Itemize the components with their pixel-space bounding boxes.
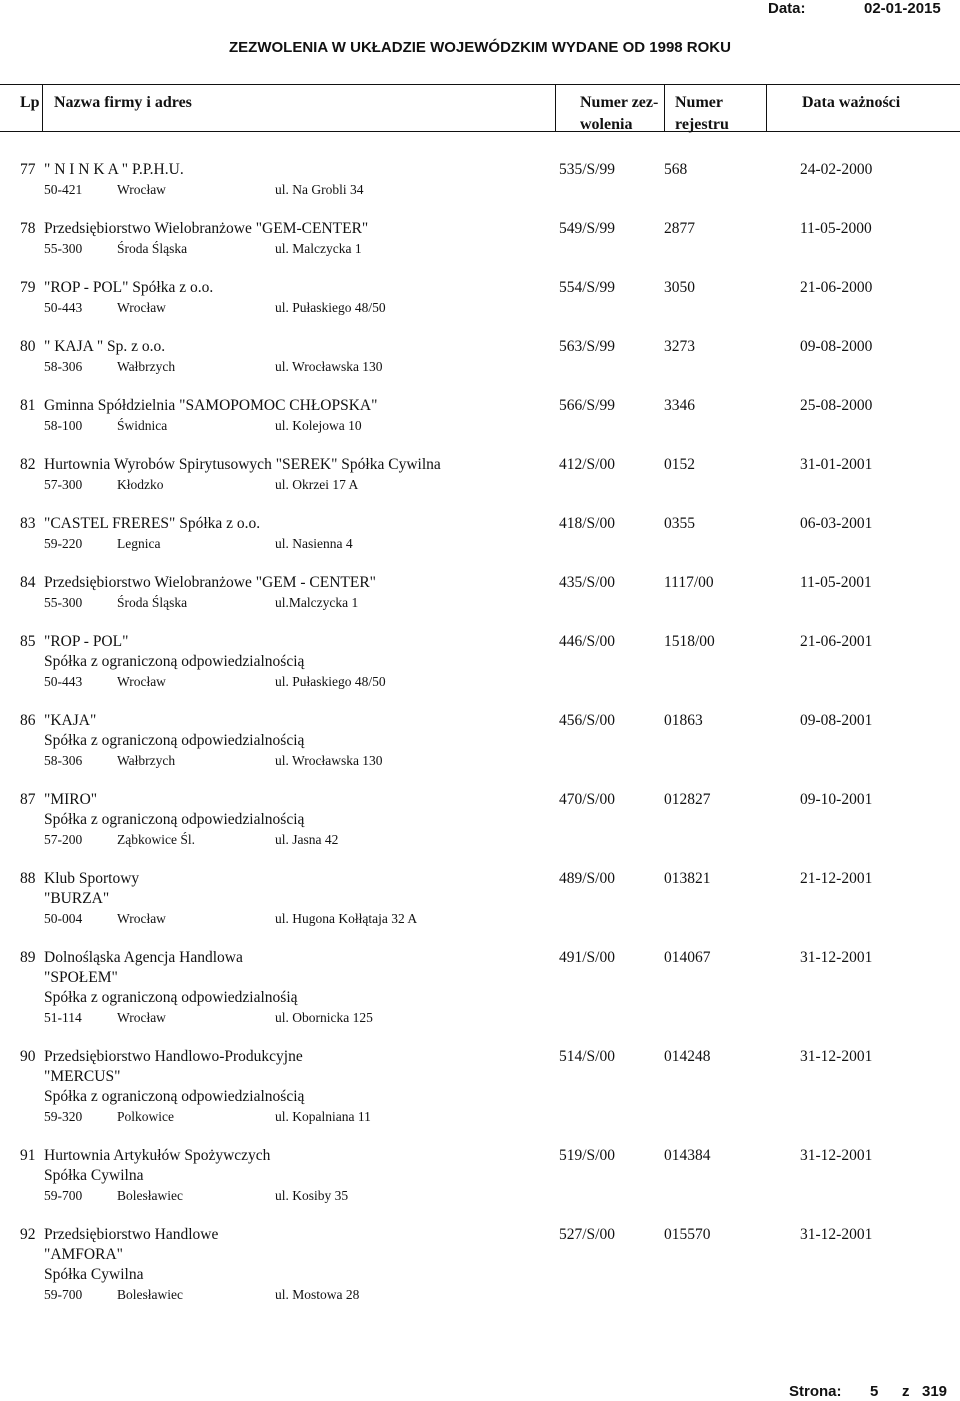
entry-city: Świdnica <box>117 418 168 433</box>
entry-name-row <box>0 278 960 298</box>
entry-register-number: 014067 <box>664 949 711 966</box>
entry-city: Polkowice <box>117 1109 174 1124</box>
entry-address-row <box>0 1008 960 1028</box>
entry-lp: 89 <box>20 949 36 966</box>
entry-name-row <box>0 1087 960 1107</box>
entry-company-name: Hurtownia Artykułów Spożywczych <box>44 1147 271 1164</box>
list-item <box>0 1146 960 1206</box>
header-bottom-rule <box>0 131 960 132</box>
list-item <box>0 278 960 318</box>
entry-permit-number: 554/S/99 <box>559 279 615 296</box>
entry-address-row <box>0 239 960 259</box>
entry-company-name: " N I N K A " P.P.H.U. <box>44 161 184 178</box>
entry-street: ul.Malczycka 1 <box>275 595 359 610</box>
entry-city: Wrocław <box>117 1010 166 1025</box>
entry-zip: 58-100 <box>44 418 83 433</box>
entry-valid-date: 11-05-2001 <box>800 574 872 591</box>
entry-permit-number: 435/S/00 <box>559 574 615 591</box>
entry-valid-date: 25-08-2000 <box>800 397 873 414</box>
entry-permit-number: 491/S/00 <box>559 949 615 966</box>
entry-lp: 90 <box>20 1048 36 1065</box>
entry-register-number: 568 <box>664 161 688 178</box>
column-header-register-line2: rejestru <box>675 116 729 133</box>
entry-permit-number: 418/S/00 <box>559 515 615 532</box>
entry-street: ul. Pułaskiego 48/50 <box>275 674 386 689</box>
entry-zip: 50-421 <box>44 182 83 197</box>
entry-street: ul. Pułaskiego 48/50 <box>275 300 386 315</box>
column-header-register <box>675 92 729 136</box>
column-header-permit-line2: wolenia <box>580 116 633 133</box>
entry-name-row <box>0 219 960 239</box>
list-item <box>0 573 960 613</box>
entry-company-name: "ROP - POL" Spółka z o.o. <box>44 279 214 296</box>
entry-name-row <box>0 1067 960 1087</box>
entry-city: Wrocław <box>117 911 166 926</box>
entry-name-row <box>0 889 960 909</box>
entry-address-row <box>0 593 960 613</box>
entry-register-number: 013821 <box>664 870 711 887</box>
column-divider <box>664 84 665 132</box>
entry-address-row <box>0 1186 960 1206</box>
entry-company-name: Spółka z ograniczoną odpowiedzialnością <box>44 1088 305 1105</box>
list-item <box>0 219 960 259</box>
entry-name-row <box>0 514 960 534</box>
entry-valid-date: 31-12-2001 <box>800 1226 873 1243</box>
entry-address-row <box>0 475 960 495</box>
list-item <box>0 1047 960 1127</box>
entry-name-row <box>0 652 960 672</box>
entry-name-row <box>0 1146 960 1166</box>
entry-name-row <box>0 337 960 357</box>
entry-lp: 91 <box>20 1147 36 1164</box>
entry-city: Legnica <box>117 536 161 551</box>
entry-register-number: 014248 <box>664 1048 711 1065</box>
entry-city: Bolesławiec <box>117 1188 183 1203</box>
entry-city: Wrocław <box>117 182 166 197</box>
entry-register-number: 014384 <box>664 1147 711 1164</box>
entry-company-name: "SPOŁEM" <box>44 969 118 986</box>
list-item <box>0 948 960 1028</box>
column-divider <box>42 84 43 132</box>
entry-register-number: 0355 <box>664 515 695 532</box>
entry-street: ul. Kosiby 35 <box>275 1188 349 1203</box>
entry-permit-number: 456/S/00 <box>559 712 615 729</box>
column-header-validity: Data ważności <box>802 94 901 111</box>
entry-lp: 80 <box>20 338 36 355</box>
column-header-lp: Lp <box>20 94 40 111</box>
entry-street: ul. Nasienna 4 <box>275 536 353 551</box>
list-item <box>0 337 960 377</box>
entry-permit-number: 549/S/99 <box>559 220 615 237</box>
entry-address-row <box>0 534 960 554</box>
entry-address-row <box>0 672 960 692</box>
entry-company-name: Spółka z ograniczoną odpowiedzialnośią <box>44 989 298 1006</box>
entry-zip: 59-700 <box>44 1188 83 1203</box>
entry-lp: 82 <box>20 456 36 473</box>
entry-zip: 59-700 <box>44 1287 83 1302</box>
entry-register-number: 1117/00 <box>664 574 714 591</box>
entry-permit-number: 514/S/00 <box>559 1048 615 1065</box>
entry-company-name: Przedsiębiorstwo Handlowo-Produkcyjne <box>44 1048 303 1065</box>
entry-street: ul. Mostowa 28 <box>275 1287 360 1302</box>
entry-city: Wałbrzych <box>117 359 176 374</box>
entry-valid-date: 21-12-2001 <box>800 870 873 887</box>
entry-company-name: Dolnośląska Agencja Handlowa <box>44 949 243 966</box>
entry-city: Wałbrzych <box>117 753 176 768</box>
entry-register-number: 0152 <box>664 456 695 473</box>
entry-valid-date: 31-12-2001 <box>800 949 873 966</box>
entry-company-name: Przedsiębiorstwo Wielobranżowe "GEM-CENTER" <box>44 220 369 237</box>
entry-permit-number: 535/S/99 <box>559 161 615 178</box>
entry-name-row <box>0 455 960 475</box>
entry-city: Środa Śląska <box>117 241 188 256</box>
entry-lp: 85 <box>20 633 36 650</box>
entry-valid-date: 31-12-2001 <box>800 1048 873 1065</box>
entry-city: Wrocław <box>117 300 166 315</box>
entry-zip: 50-443 <box>44 300 83 315</box>
entry-zip: 55-300 <box>44 241 83 256</box>
entry-address-row <box>0 751 960 771</box>
entry-valid-date: 21-06-2000 <box>800 279 873 296</box>
list-item <box>0 455 960 495</box>
entry-register-number: 015570 <box>664 1226 711 1243</box>
entry-valid-date: 09-10-2001 <box>800 791 873 808</box>
entry-name-row <box>0 632 960 652</box>
entry-name-row <box>0 790 960 810</box>
entry-lp: 88 <box>20 870 36 887</box>
entry-company-name: "BURZA" <box>44 890 110 907</box>
entry-name-row <box>0 711 960 731</box>
entry-street: ul. Wrocławska 130 <box>275 753 383 768</box>
entry-name-row <box>0 396 960 416</box>
entry-register-number: 3273 <box>664 338 695 355</box>
page-label: Strona: <box>789 1383 842 1400</box>
entry-zip: 50-443 <box>44 674 83 689</box>
permit-list <box>0 160 960 1324</box>
entry-name-row <box>0 573 960 593</box>
column-header-permit-line1: Numer zez- <box>580 94 659 111</box>
entry-lp: 84 <box>20 574 36 591</box>
entry-city: Wrocław <box>117 674 166 689</box>
entry-lp: 86 <box>20 712 36 729</box>
entry-name-row <box>0 1245 960 1265</box>
entry-company-name: Spółka z ograniczoną odpowiedzialnością <box>44 732 305 749</box>
entry-company-name: Spółka z ograniczoną odpowiedzialnością <box>44 811 305 828</box>
entry-zip: 58-306 <box>44 359 83 374</box>
entry-company-name: Hurtownia Wyrobów Spirytusowych "SEREK" Spółka Cywilna <box>44 456 441 473</box>
entry-permit-number: 446/S/00 <box>559 633 615 650</box>
entry-city: Kłodzko <box>117 477 164 492</box>
entry-register-number: 01863 <box>664 712 703 729</box>
entry-valid-date: 06-03-2001 <box>800 515 873 532</box>
header-top-rule <box>0 84 960 85</box>
entry-permit-number: 412/S/00 <box>559 456 615 473</box>
entry-company-name: "MIRO" <box>44 791 98 808</box>
entry-permit-number: 566/S/99 <box>559 397 615 414</box>
entry-street: ul. Obornicka 125 <box>275 1010 373 1025</box>
entry-city: Środa Śląska <box>117 595 188 610</box>
entry-street: ul. Na Grobli 34 <box>275 182 364 197</box>
entry-address-row <box>0 298 960 318</box>
entry-company-name: " KAJA " Sp. z o.o. <box>44 338 166 355</box>
list-item <box>0 869 960 929</box>
entry-zip: 55-300 <box>44 595 83 610</box>
entry-city: Ząbkowice Śl. <box>117 832 195 847</box>
entry-company-name: "CASTEL FRERES" Spółka z o.o. <box>44 515 261 532</box>
entry-zip: 59-320 <box>44 1109 83 1124</box>
entry-name-row <box>0 1265 960 1285</box>
entry-city: Bolesławiec <box>117 1287 183 1302</box>
list-item <box>0 396 960 436</box>
entry-company-name: Spółka Cywilna <box>44 1266 144 1283</box>
entry-name-row <box>0 1225 960 1245</box>
entry-address-row <box>0 416 960 436</box>
entry-lp: 78 <box>20 220 36 237</box>
entry-permit-number: 470/S/00 <box>559 791 615 808</box>
entry-permit-number: 527/S/00 <box>559 1226 615 1243</box>
list-item <box>0 790 960 850</box>
entry-name-row <box>0 988 960 1008</box>
entry-lp: 87 <box>20 791 36 808</box>
entry-valid-date: 24-02-2000 <box>800 161 873 178</box>
entry-address-row <box>0 1107 960 1127</box>
column-header-name: Nazwa firmy i adres <box>54 94 192 111</box>
page-separator: z <box>902 1383 910 1400</box>
entry-valid-date: 31-12-2001 <box>800 1147 873 1164</box>
entry-address-row <box>0 909 960 929</box>
entry-register-number: 1518/00 <box>664 633 715 650</box>
entry-street: ul. Kopalniana 11 <box>275 1109 371 1124</box>
entry-permit-number: 563/S/99 <box>559 338 615 355</box>
date-value: 02-01-2015 <box>864 0 941 17</box>
entry-street: ul. Okrzei 17 A <box>275 477 359 492</box>
entry-zip: 59-220 <box>44 536 83 551</box>
entry-lp: 92 <box>20 1226 36 1243</box>
entry-lp: 81 <box>20 397 36 414</box>
entry-permit-number: 519/S/00 <box>559 1147 615 1164</box>
entry-company-name: "MERCUS" <box>44 1068 121 1085</box>
entry-name-row <box>0 810 960 830</box>
entry-zip: 50-004 <box>44 911 83 926</box>
entry-company-name: Spółka z ograniczoną odpowiedzialnością <box>44 653 305 670</box>
list-item <box>0 1225 960 1305</box>
page-title: ZEZWOLENIA W UKŁADZIE WOJEWÓDZKIM WYDANE OD 1998 ROKU <box>229 39 731 56</box>
entry-street: ul. Wrocławska 130 <box>275 359 383 374</box>
column-divider <box>555 84 556 132</box>
entry-valid-date: 21-06-2001 <box>800 633 873 650</box>
page-number: 5 <box>870 1383 879 1400</box>
entry-street: ul. Jasna 42 <box>275 832 339 847</box>
entry-lp: 79 <box>20 279 36 296</box>
entry-street: ul. Hugona Kołłątaja 32 A <box>275 911 418 926</box>
list-item <box>0 160 960 200</box>
entry-zip: 57-300 <box>44 477 83 492</box>
entry-lp: 83 <box>20 515 36 532</box>
list-item <box>0 711 960 771</box>
list-item <box>0 514 960 554</box>
entry-company-name: Spółka Cywilna <box>44 1167 144 1184</box>
entry-name-row <box>0 1166 960 1186</box>
entry-address-row <box>0 830 960 850</box>
page-total: 319 <box>922 1383 948 1400</box>
entry-company-name: Gminna Spółdzielnia "SAMOPOMOC CHŁOPSKA" <box>44 397 378 414</box>
entry-register-number: 2877 <box>664 220 695 237</box>
entry-valid-date: 09-08-2001 <box>800 712 873 729</box>
entry-valid-date: 09-08-2000 <box>800 338 873 355</box>
column-divider <box>766 84 767 132</box>
entry-register-number: 3346 <box>664 397 695 414</box>
entry-name-row <box>0 160 960 180</box>
entry-zip: 58-306 <box>44 753 83 768</box>
entry-register-number: 012827 <box>664 791 711 808</box>
entry-company-name: "ROP - POL" <box>44 633 129 650</box>
entry-address-row <box>0 1285 960 1305</box>
column-header-permit <box>580 92 658 136</box>
entry-company-name: Przedsiębiorstwo Wielobranżowe "GEM - CENTER" <box>44 574 377 591</box>
entry-company-name: Klub Sportowy <box>44 870 140 887</box>
entry-register-number: 3050 <box>664 279 695 296</box>
list-item <box>0 632 960 692</box>
entry-company-name: Przedsiębiorstwo Handlowe <box>44 1226 219 1243</box>
entry-zip: 57-200 <box>44 832 83 847</box>
entry-zip: 51-114 <box>44 1010 82 1025</box>
entry-address-row <box>0 180 960 200</box>
entry-name-row <box>0 731 960 751</box>
entry-name-row <box>0 1047 960 1067</box>
entry-street: ul. Kolejowa 10 <box>275 418 362 433</box>
entry-name-row <box>0 968 960 988</box>
entry-permit-number: 489/S/00 <box>559 870 615 887</box>
entry-company-name: "AMFORA" <box>44 1246 123 1263</box>
entry-address-row <box>0 357 960 377</box>
entry-street: ul. Malczycka 1 <box>275 241 362 256</box>
column-header-register-line1: Numer <box>675 94 723 111</box>
entry-company-name: "KAJA" <box>44 712 97 729</box>
entry-name-row <box>0 869 960 889</box>
entry-valid-date: 11-05-2000 <box>800 220 872 237</box>
date-label: Data: <box>768 0 806 17</box>
entry-lp: 77 <box>20 161 36 178</box>
entry-valid-date: 31-01-2001 <box>800 456 873 473</box>
entry-name-row <box>0 948 960 968</box>
